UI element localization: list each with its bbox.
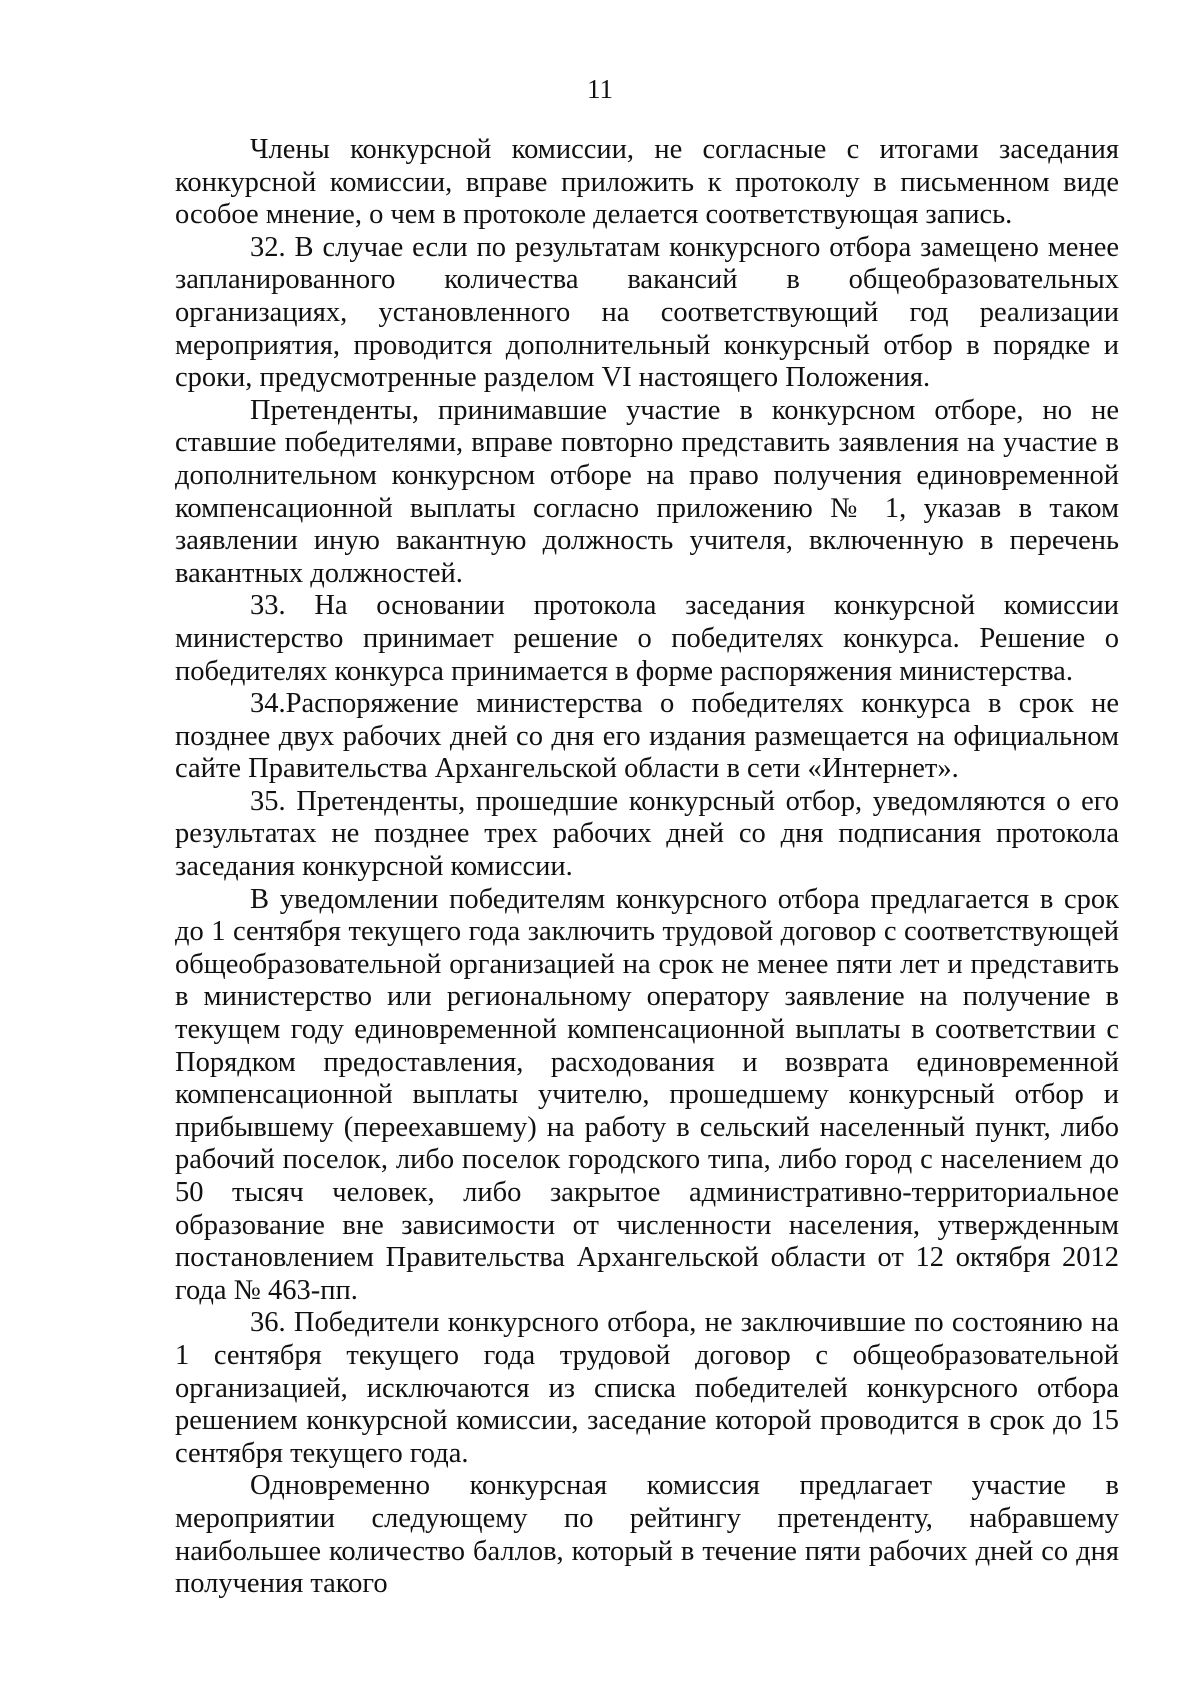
paragraph-33-ministry-decision: 33. На основании протокола заседания конкурсной комиссии министерство принимает решение о победителях конкурса. Решение о победителях конкурса принимается в форме распоряжения министерства. [175,590,1119,687]
page-number: 11 [587,74,613,104]
paragraph-commission-members-opinion: Члены конкурсной комиссии, не согласные с итогами заседания конкурсной комиссии, вправе приложить к протоколу в письменном виде особое мнение, о чем в протоколе делается соответствующая запись. [175,134,1119,231]
paragraph-36-exclusion: 36. Победители конкурсного отбора, не заключившие по состоянию на 1 сентября текущего года трудовой договор с общеобразовательной организацией, исключаются из списка победителей конкурсного отбора решением конкурсной комиссии, заседание которой проводится в срок до 15 сентября текущего года. [175,1307,1119,1469]
paragraph-34-publication: 34.Распоряжение министерства о победителях конкурса в срок не позднее двух рабочих дней со дня его издания размещается на официальном сайте Правительства Архангельской области в сети «Интернет». [175,688,1119,785]
paragraph-applicants-reapply: Претенденты, принимавшие участие в конкурсном отборе, но не ставшие победителями, вправе повторно представить заявления на участие в дополнительном конкурсном отборе на право получения единовременной компенсационной выплаты согласно приложению № 1, указав в таком заявлении иную вакантную должность учителя, включенную в перечень вакантных должностей. [175,394,1119,589]
paragraph-32-additional-selection: 32. В случае если по результатам конкурсного отбора замещено менее запланированного количества вакансий в общеобразовательных организациях, установленного на соответствующий год реализации мероприятия, проводится дополнительный конкурсный отбор в порядке и сроки, предусмотренные разделом VI настоящего Положения. [175,231,1119,394]
document-body [175,134,1119,1601]
paragraph-35-notification: 35. Претенденты, прошедшие конкурсный отбор, уведомляются о его результатах не позднее трех рабочих дней со дня подписания протокола заседания конкурсной комиссии. [175,785,1119,883]
paragraph-next-candidate: Одновременно конкурсная комиссия предлагает участие в мероприятии следующему по рейтингу претенденту, набравшему наибольшее количество баллов, который в течение пяти рабочих дней со дня получения такого [175,1470,1119,1600]
paragraph-notification-terms: В уведомлении победителям конкурсного отбора предлагается в срок до 1 сентября текущего года заключить трудовой договор с соответствующей общеобразовательной организацией на срок не менее пяти лет и представить в министерство или региональному оператору заявление на получение в текущем году единовременной компенсационной выплаты в соответствии с Порядком предоставления, расходования и возврата единовременной компенсационной выплаты учителю, прошедшему конкурсный отбор и прибывшему (переехавшему) на работу в сельский населенный пункт, либо рабочий поселок, либо поселок городского типа, либо город с населением до 50 тысяч человек, либо закрытое административно-территориальное образование вне зависимости от численности населения, утвержденным постановлением Правительства Архангельской области от 12 октября 2012 года № 463-пп. [175,883,1119,1306]
